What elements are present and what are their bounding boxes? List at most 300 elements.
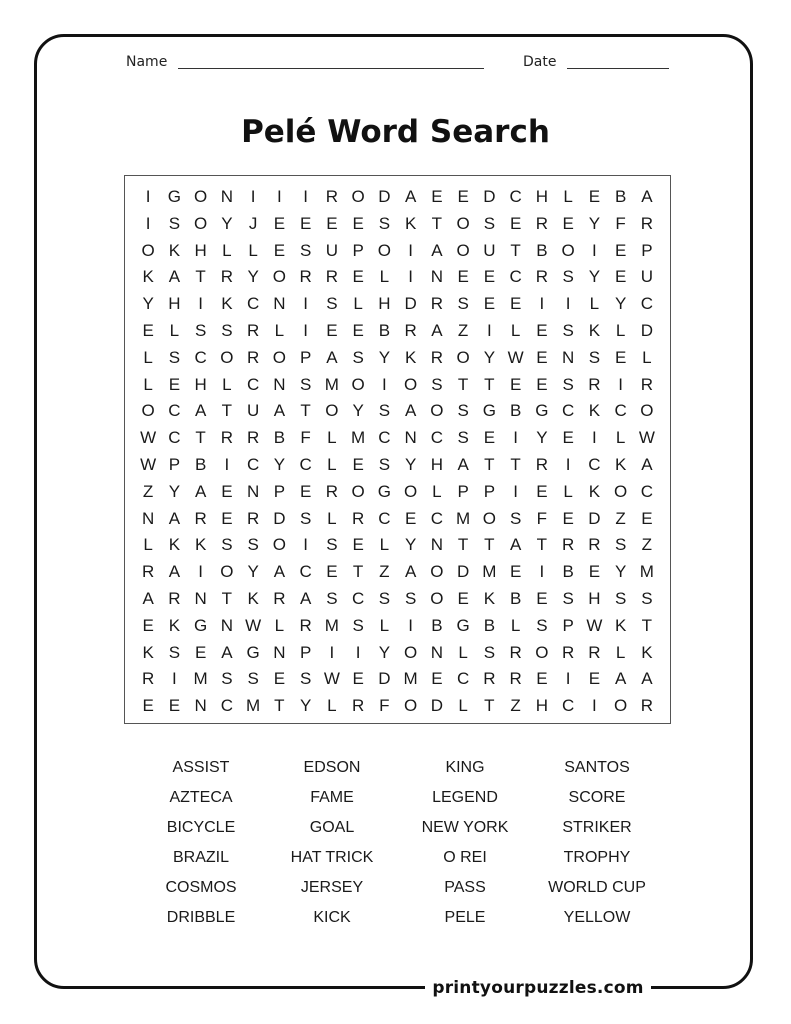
grid-letter[interactable]: A — [614, 669, 627, 689]
grid-letter[interactable]: C — [509, 267, 522, 287]
grid-letter[interactable]: L — [353, 294, 363, 314]
grid-letter[interactable]: C — [220, 696, 234, 716]
grid-letter[interactable]: A — [273, 562, 286, 582]
grid-letter[interactable]: R — [220, 428, 234, 448]
grid-letter[interactable]: R — [640, 374, 654, 394]
grid-letter[interactable]: P — [352, 240, 364, 260]
grid-letter[interactable]: O — [535, 642, 549, 662]
grid-letter[interactable]: T — [536, 535, 548, 555]
grid-letter[interactable]: K — [404, 347, 417, 367]
grid-letter[interactable]: R — [535, 455, 549, 474]
grid-letter[interactable]: S — [194, 321, 207, 340]
grid-letter[interactable]: H — [168, 294, 181, 314]
grid-letter[interactable]: S — [221, 535, 233, 555]
grid-letter[interactable]: O — [220, 347, 234, 367]
name-field-line[interactable] — [178, 68, 484, 69]
grid-letter[interactable]: E — [273, 213, 286, 233]
grid-letter[interactable]: R — [351, 696, 365, 716]
grid-letter[interactable]: W — [638, 428, 655, 448]
grid-letter[interactable]: N — [220, 187, 234, 206]
grid-letter[interactable]: I — [513, 481, 518, 501]
grid-letter[interactable]: G — [482, 401, 496, 421]
grid-letter[interactable]: K — [168, 535, 181, 555]
grid-letter[interactable]: L — [222, 240, 232, 260]
grid-letter[interactable]: I — [303, 535, 308, 555]
grid-letter[interactable]: E — [614, 347, 627, 367]
grid-letter[interactable]: S — [299, 374, 312, 394]
grid-letter[interactable]: M — [456, 508, 471, 528]
grid-letter[interactable]: T — [431, 213, 443, 233]
grid-letter[interactable]: O — [640, 401, 654, 421]
grid-letter[interactable]: K — [483, 589, 496, 608]
grid-letter[interactable]: N — [194, 696, 207, 716]
grid-letter[interactable]: I — [355, 642, 361, 662]
grid-letter[interactable]: E — [273, 240, 286, 260]
grid-letter[interactable]: T — [484, 374, 495, 394]
grid-letter[interactable]: L — [327, 508, 337, 528]
grid-letter[interactable]: O — [430, 562, 444, 582]
grid-letter[interactable]: L — [274, 321, 285, 340]
grid-letter[interactable]: L — [589, 294, 600, 314]
grid-letter[interactable]: Y — [483, 347, 496, 367]
grid-letter[interactable]: L — [143, 535, 153, 555]
grid-letter[interactable]: Y — [168, 481, 181, 501]
grid-letter[interactable]: D — [588, 508, 601, 528]
grid-letter[interactable]: B — [194, 455, 207, 474]
grid-letter[interactable]: O — [404, 481, 418, 501]
grid-letter[interactable]: L — [222, 374, 232, 394]
grid-letter[interactable]: C — [299, 455, 312, 474]
grid-letter[interactable]: R — [404, 321, 417, 340]
grid-letter[interactable]: E — [483, 428, 496, 448]
grid-letter[interactable]: O — [482, 508, 496, 528]
grid-letter[interactable]: K — [168, 615, 181, 635]
grid-letter[interactable]: S — [168, 347, 181, 367]
grid-letter[interactable]: I — [592, 696, 597, 716]
grid-letter[interactable]: Y — [588, 213, 601, 233]
grid-letter[interactable]: S — [326, 294, 338, 314]
grid-letter[interactable]: R — [430, 347, 444, 367]
grid-letter[interactable]: A — [168, 562, 181, 582]
grid-letter[interactable]: R — [351, 508, 365, 528]
grid-letter[interactable]: L — [248, 240, 258, 260]
grid-letter[interactable]: O — [194, 187, 208, 206]
grid-letter[interactable]: E — [352, 213, 364, 233]
grid-letter[interactable]: S — [221, 669, 233, 689]
grid-letter[interactable]: K — [588, 481, 601, 501]
grid-letter[interactable]: S — [457, 428, 469, 448]
grid-letter[interactable]: S — [168, 642, 181, 662]
grid-letter[interactable]: E — [536, 669, 548, 689]
grid-letter[interactable]: N — [430, 267, 444, 287]
grid-letter[interactable]: D — [640, 321, 654, 340]
grid-letter[interactable]: L — [563, 187, 573, 206]
grid-letter[interactable]: O — [456, 347, 470, 367]
grid-letter[interactable]: E — [457, 187, 469, 206]
grid-letter[interactable]: L — [615, 428, 626, 448]
grid-letter[interactable]: T — [484, 696, 495, 716]
grid-letter[interactable]: Y — [299, 696, 312, 716]
grid-letter[interactable]: R — [273, 589, 286, 608]
grid-letter[interactable]: R — [141, 562, 155, 582]
grid-letter[interactable]: L — [274, 615, 285, 635]
grid-letter[interactable]: Y — [614, 562, 627, 582]
grid-letter[interactable]: I — [565, 669, 571, 689]
grid-letter[interactable]: U — [640, 267, 654, 287]
grid-letter[interactable]: E — [509, 562, 522, 582]
grid-letter[interactable]: C — [430, 508, 444, 528]
grid-letter[interactable]: S — [483, 213, 496, 233]
grid-letter[interactable]: T — [457, 535, 469, 555]
grid-letter[interactable]: L — [510, 615, 521, 635]
grid-letter[interactable]: G — [456, 615, 470, 635]
grid-letter[interactable]: S — [588, 347, 601, 367]
grid-letter[interactable]: T — [221, 589, 233, 608]
grid-letter[interactable]: P — [299, 642, 312, 662]
grid-letter[interactable]: G — [535, 401, 549, 421]
grid-letter[interactable]: O — [404, 642, 418, 662]
grid-letter[interactable]: A — [641, 455, 653, 474]
grid-letter[interactable]: R — [509, 642, 522, 662]
grid-letter[interactable]: C — [614, 401, 627, 421]
grid-letter[interactable]: T — [221, 401, 233, 421]
grid-letter[interactable]: I — [224, 455, 230, 474]
grid-letter[interactable]: N — [561, 347, 575, 367]
grid-letter[interactable]: L — [169, 321, 180, 340]
grid-letter[interactable]: M — [639, 562, 654, 582]
grid-letter[interactable]: W — [140, 455, 157, 474]
grid-letter[interactable]: D — [483, 187, 496, 206]
grid-letter[interactable]: L — [563, 481, 573, 501]
grid-letter[interactable]: E — [273, 669, 286, 689]
grid-letter[interactable]: R — [535, 213, 549, 233]
grid-letter[interactable]: I — [172, 669, 177, 689]
grid-letter[interactable]: Y — [221, 213, 233, 233]
grid-letter[interactable]: I — [565, 294, 571, 314]
grid-letter[interactable]: S — [641, 589, 653, 608]
grid-letter[interactable]: Z — [641, 535, 653, 555]
grid-letter[interactable]: K — [588, 401, 601, 421]
grid-letter[interactable]: O — [272, 267, 286, 287]
grid-letter[interactable]: H — [588, 589, 601, 608]
grid-letter[interactable]: H — [535, 696, 549, 716]
grid-letter[interactable]: E — [142, 321, 154, 340]
grid-letter[interactable]: S — [221, 321, 233, 340]
grid-letter[interactable]: R — [299, 615, 312, 635]
grid-letter[interactable]: W — [323, 669, 340, 689]
grid-letter[interactable]: S — [457, 401, 469, 421]
grid-letter[interactable]: K — [404, 213, 417, 233]
grid-letter[interactable]: S — [562, 374, 574, 394]
grid-letter[interactable]: E — [142, 615, 154, 635]
grid-letter[interactable]: D — [378, 187, 391, 206]
grid-letter[interactable]: I — [592, 240, 597, 260]
grid-letter[interactable]: Z — [510, 696, 521, 716]
grid-letter[interactable]: Y — [404, 535, 417, 555]
grid-letter[interactable]: I — [408, 240, 413, 260]
grid-letter[interactable]: Y — [614, 294, 627, 314]
grid-letter[interactable]: I — [408, 615, 413, 635]
grid-letter[interactable]: E — [483, 267, 496, 287]
grid-letter[interactable]: K — [641, 642, 653, 662]
grid-letter[interactable]: E — [483, 294, 496, 314]
grid-letter[interactable]: S — [326, 535, 338, 555]
grid-letter[interactable]: R — [325, 481, 339, 501]
grid-letter[interactable]: P — [299, 347, 312, 367]
grid-letter[interactable]: Y — [273, 455, 286, 474]
grid-letter[interactable]: E — [457, 589, 469, 608]
grid-letter[interactable]: T — [195, 267, 206, 287]
grid-letter[interactable]: T — [300, 401, 311, 421]
grid-letter[interactable]: J — [248, 213, 258, 233]
grid-letter[interactable]: M — [324, 374, 339, 394]
grid-letter[interactable]: W — [507, 347, 524, 367]
grid-letter[interactable]: C — [168, 428, 181, 448]
grid-letter[interactable]: T — [195, 428, 206, 448]
grid-letter[interactable]: E — [326, 213, 338, 233]
grid-letter[interactable]: E — [431, 187, 443, 206]
grid-letter[interactable]: T — [510, 240, 521, 260]
grid-letter[interactable]: Y — [142, 294, 154, 314]
grid-letter[interactable]: S — [299, 240, 312, 260]
grid-letter[interactable]: R — [325, 267, 339, 287]
grid-letter[interactable]: L — [615, 642, 626, 662]
grid-letter[interactable]: S — [614, 535, 627, 555]
grid-letter[interactable]: K — [194, 535, 207, 555]
grid-letter[interactable]: O — [351, 187, 365, 206]
grid-letter[interactable]: E — [562, 213, 574, 233]
grid-letter[interactable]: I — [329, 642, 335, 662]
grid-letter[interactable]: A — [326, 347, 338, 367]
grid-letter[interactable]: S — [247, 669, 259, 689]
grid-letter[interactable]: L — [379, 615, 390, 635]
grid-letter[interactable]: R — [561, 535, 575, 555]
grid-letter[interactable]: S — [299, 669, 312, 689]
grid-letter[interactable]: W — [245, 615, 262, 635]
grid-letter[interactable]: H — [194, 374, 207, 394]
grid-letter[interactable]: A — [221, 642, 233, 662]
grid-letter[interactable]: K — [614, 615, 627, 635]
grid-letter[interactable]: E — [457, 267, 469, 287]
grid-letter[interactable]: A — [194, 401, 207, 421]
grid-letter[interactable]: R — [588, 642, 601, 662]
grid-letter[interactable]: E — [562, 428, 574, 448]
grid-letter[interactable]: M — [246, 696, 261, 716]
grid-letter[interactable]: M — [351, 428, 366, 448]
grid-letter[interactable]: C — [246, 455, 260, 474]
grid-letter[interactable]: H — [430, 455, 444, 474]
grid-letter[interactable]: T — [510, 455, 521, 474]
grid-letter[interactable]: G — [194, 615, 208, 635]
grid-letter[interactable]: C — [561, 401, 575, 421]
grid-letter[interactable]: K — [588, 321, 601, 340]
grid-letter[interactable]: E — [352, 267, 364, 287]
grid-letter[interactable]: I — [145, 213, 151, 233]
grid-letter[interactable]: S — [562, 589, 574, 608]
grid-letter[interactable]: R — [168, 589, 181, 608]
grid-letter[interactable]: O — [456, 213, 470, 233]
grid-letter[interactable]: B — [483, 615, 496, 635]
grid-letter[interactable]: E — [326, 562, 338, 582]
grid-letter[interactable]: K — [247, 589, 259, 608]
grid-letter[interactable]: Z — [615, 508, 626, 528]
grid-letter[interactable]: F — [536, 508, 548, 528]
grid-letter[interactable]: R — [430, 294, 444, 314]
grid-letter[interactable]: N — [273, 374, 286, 394]
grid-letter[interactable]: E — [352, 455, 364, 474]
grid-letter[interactable]: N — [273, 294, 286, 314]
grid-letter[interactable]: I — [145, 187, 151, 206]
grid-letter[interactable]: R — [194, 508, 207, 528]
grid-letter[interactable]: C — [246, 374, 260, 394]
grid-letter[interactable]: C — [561, 696, 575, 716]
grid-letter[interactable]: R — [246, 428, 260, 448]
grid-letter[interactable]: L — [510, 321, 521, 340]
grid-letter[interactable]: A — [299, 589, 312, 608]
grid-letter[interactable]: E — [536, 589, 548, 608]
grid-letter[interactable]: I — [539, 294, 545, 314]
grid-letter[interactable]: Y — [378, 642, 391, 662]
grid-letter[interactable]: E — [588, 187, 601, 206]
grid-letter[interactable]: C — [588, 455, 601, 474]
grid-letter[interactable]: P — [273, 481, 286, 501]
grid-letter[interactable]: O — [561, 240, 575, 260]
grid-letter[interactable]: E — [536, 347, 548, 367]
grid-letter[interactable]: C — [351, 589, 365, 608]
grid-letter[interactable]: E — [221, 481, 233, 501]
grid-letter[interactable]: L — [327, 696, 337, 716]
grid-letter[interactable]: A — [168, 267, 181, 287]
grid-letter[interactable]: A — [194, 481, 207, 501]
grid-letter[interactable]: E — [352, 321, 364, 340]
grid-letter[interactable]: O — [430, 401, 444, 421]
grid-letter[interactable]: L — [615, 321, 626, 340]
grid-letter[interactable]: Y — [588, 267, 601, 287]
grid-letter[interactable]: E — [536, 481, 548, 501]
grid-letter[interactable]: L — [379, 267, 390, 287]
grid-letter[interactable]: S — [457, 294, 469, 314]
grid-letter[interactable]: P — [457, 481, 469, 501]
grid-letter[interactable]: A — [273, 401, 286, 421]
grid-letter[interactable]: E — [588, 562, 601, 582]
grid-letter[interactable]: A — [404, 401, 417, 421]
grid-letter[interactable]: B — [614, 187, 627, 206]
grid-letter[interactable]: U — [483, 240, 496, 260]
grid-letter[interactable]: E — [614, 240, 627, 260]
grid-letter[interactable]: I — [618, 374, 623, 394]
grid-letter[interactable]: O — [430, 589, 444, 608]
grid-letter[interactable]: S — [378, 401, 391, 421]
grid-letter[interactable]: M — [324, 615, 339, 635]
grid-letter[interactable]: I — [487, 321, 492, 340]
grid-letter[interactable]: S — [247, 535, 259, 555]
grid-letter[interactable]: G — [246, 642, 260, 662]
grid-letter[interactable]: R — [588, 374, 601, 394]
grid-letter[interactable]: R — [246, 347, 260, 367]
grid-letter[interactable]: S — [378, 589, 391, 608]
grid-letter[interactable]: D — [273, 508, 286, 528]
grid-letter[interactable]: O — [456, 240, 470, 260]
grid-letter[interactable]: E — [562, 508, 574, 528]
grid-letter[interactable]: I — [303, 321, 308, 340]
grid-letter[interactable]: E — [352, 669, 364, 689]
grid-letter[interactable]: B — [509, 401, 522, 421]
grid-letter[interactable]: L — [143, 374, 153, 394]
grid-letter[interactable]: P — [562, 615, 574, 635]
grid-letter[interactable]: W — [586, 615, 603, 635]
grid-letter[interactable]: B — [431, 615, 443, 635]
grid-letter[interactable]: K — [142, 267, 154, 287]
grid-letter[interactable]: R — [640, 213, 654, 233]
grid-letter[interactable]: N — [273, 642, 286, 662]
grid-letter[interactable]: G — [167, 187, 181, 206]
grid-letter[interactable]: M — [193, 669, 208, 689]
grid-letter[interactable]: Y — [352, 401, 364, 421]
date-field-line[interactable] — [567, 68, 669, 69]
grid-letter[interactable]: R — [325, 187, 339, 206]
grid-letter[interactable]: N — [220, 615, 234, 635]
grid-letter[interactable]: H — [378, 294, 391, 314]
grid-letter[interactable]: Y — [378, 347, 391, 367]
grid-letter[interactable]: E — [194, 642, 207, 662]
grid-letter[interactable]: E — [299, 213, 312, 233]
grid-letter[interactable]: R — [299, 267, 312, 287]
grid-letter[interactable]: R — [246, 508, 260, 528]
grid-letter[interactable]: B — [562, 562, 574, 582]
grid-letter[interactable]: L — [458, 696, 468, 716]
grid-letter[interactable]: C — [456, 669, 470, 689]
grid-letter[interactable]: O — [272, 535, 286, 555]
grid-letter[interactable]: Z — [379, 562, 390, 582]
grid-letter[interactable]: A — [431, 321, 443, 340]
grid-letter[interactable]: C — [640, 294, 654, 314]
grid-letter[interactable]: A — [404, 562, 417, 582]
grid-letter[interactable]: L — [143, 347, 153, 367]
grid-letter[interactable]: C — [299, 562, 312, 582]
grid-letter[interactable]: E — [431, 669, 443, 689]
grid-letter[interactable]: O — [351, 481, 365, 501]
grid-letter[interactable]: E — [352, 535, 364, 555]
grid-letter[interactable]: P — [483, 481, 496, 501]
grid-letter[interactable]: F — [379, 696, 390, 716]
grid-letter[interactable]: F — [300, 428, 311, 448]
grid-letter[interactable]: Z — [457, 321, 469, 340]
grid-letter[interactable]: O — [194, 213, 208, 233]
grid-letter[interactable]: L — [327, 428, 337, 448]
grid-letter[interactable]: O — [141, 240, 155, 260]
grid-letter[interactable]: T — [484, 535, 495, 555]
grid-letter[interactable]: L — [327, 455, 337, 474]
grid-letter[interactable]: O — [325, 401, 339, 421]
grid-letter[interactable]: R — [561, 642, 575, 662]
grid-letter[interactable]: R — [483, 669, 496, 689]
grid-letter[interactable]: E — [509, 294, 522, 314]
grid-letter[interactable]: S — [352, 347, 364, 367]
grid-letter[interactable]: R — [640, 696, 654, 716]
grid-letter[interactable]: A — [404, 187, 417, 206]
grid-letter[interactable]: A — [142, 589, 154, 608]
grid-letter[interactable]: T — [457, 374, 469, 394]
grid-letter[interactable]: C — [509, 187, 522, 206]
grid-letter[interactable]: E — [404, 508, 417, 528]
grid-letter[interactable]: P — [168, 455, 181, 474]
grid-letter[interactable]: O — [351, 374, 365, 394]
grid-letter[interactable]: S — [509, 508, 522, 528]
grid-letter[interactable]: Y — [247, 267, 259, 287]
grid-letter[interactable]: S — [326, 589, 338, 608]
grid-letter[interactable]: Y — [536, 428, 548, 448]
grid-letter[interactable]: L — [379, 535, 390, 555]
